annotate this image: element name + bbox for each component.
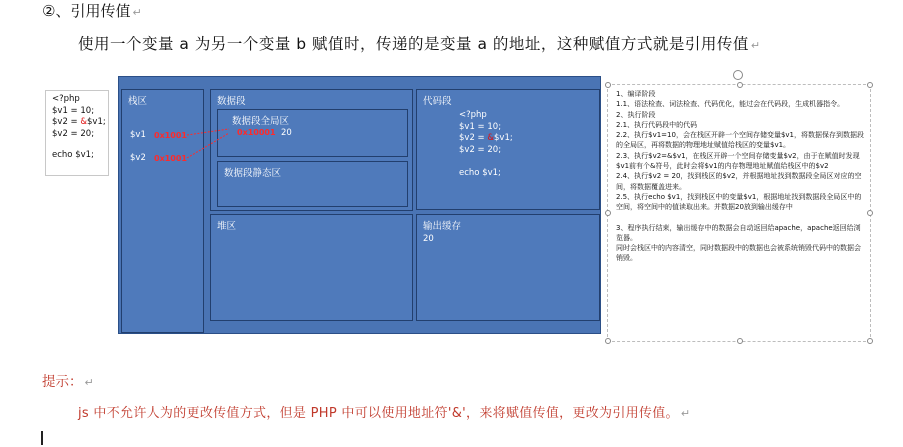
code-line: $v2 = 20; xyxy=(459,144,502,155)
note-line: 2.4、执行$v2 = 20，找到栈区的$v2，并根据地址找到数据段全局区对应的空间，将数据覆盖进来。 xyxy=(616,172,862,191)
data-segment-title: 数据段 xyxy=(217,96,246,107)
text-cursor xyxy=(41,431,43,445)
resize-handle-icon[interactable] xyxy=(867,82,873,88)
code-line: <?php xyxy=(459,110,487,120)
tip-text: js 中不允许人为的更改传值方式，但是 PHP 中可以使用地址符'&'，来将赋值传值，更改为引用传值。 xyxy=(78,406,679,421)
ampersand: & xyxy=(487,133,495,143)
rotate-handle-icon[interactable] xyxy=(733,70,743,80)
code-line: $v1 = 10; xyxy=(52,105,95,116)
global-area-title: 数据段全局区 xyxy=(232,116,290,127)
resize-handle-icon[interactable] xyxy=(737,82,743,88)
resize-handle-icon[interactable] xyxy=(605,338,611,344)
arrow-line xyxy=(187,129,229,135)
arrow-line xyxy=(187,133,229,158)
note-line xyxy=(616,213,864,223)
intro-paragraph xyxy=(78,32,761,54)
resize-handle-icon[interactable] xyxy=(605,82,611,88)
stack-title: 栈区 xyxy=(128,96,148,107)
global-area-address: 0x10001 xyxy=(237,128,276,137)
code-text: $v1; xyxy=(87,117,106,127)
reference-arrows xyxy=(119,77,602,335)
memory-diagram xyxy=(118,76,601,334)
paragraph-mark-icon: ↵ xyxy=(750,39,761,52)
heap-title: 堆区 xyxy=(217,221,237,232)
ampersand: & xyxy=(80,117,88,127)
resize-handle-icon[interactable] xyxy=(605,210,611,216)
code-line: echo $v1; xyxy=(459,167,501,178)
stack-v1-label: $v1 xyxy=(130,130,146,140)
paragraph-mark-icon: ↵ xyxy=(680,407,691,420)
paragraph-mark-icon: ↵ xyxy=(84,376,94,389)
global-area-value: 20 xyxy=(281,128,292,138)
notes-textbox[interactable] xyxy=(607,84,871,342)
tip-paragraph xyxy=(78,402,690,421)
code-line: $v1; xyxy=(494,133,513,143)
note-line: 同时会栈区中的内容清空，同时数据段中的数据也会被系统销毁代码中的数据会销毁。 xyxy=(616,244,861,263)
tip-label: 提示： xyxy=(42,374,83,390)
output-buffer-title: 输出缓存 xyxy=(423,221,462,232)
note-line: 2.2、执行$v1=10，会在栈区开辟一个空间存储变量$v1，将数据保存到数据段的全局区，再将数据的物理地址赋值给栈区的变量$v1。 xyxy=(616,131,865,150)
stack-v1-address: 0x1001 xyxy=(154,131,187,140)
tip-heading xyxy=(42,370,94,390)
note-line: 1.1、语法检查、词法检查、代码优化，能过会在代码段，生成机器指令。 xyxy=(616,100,845,109)
intro-text: 使用一个变量 a 为另一个变量 b 赋值时，传递的是变量 a 的地址，这种赋值方式就是引用传值 xyxy=(78,35,749,53)
code-line: <?php xyxy=(52,94,80,104)
output-buffer-value: 20 xyxy=(423,234,434,244)
code-line: $v1 = 10; xyxy=(459,121,502,132)
heading-text: ②、引用传值 xyxy=(42,2,131,20)
static-area-title: 数据段静态区 xyxy=(224,168,282,179)
note-line: 1、编译阶段 xyxy=(616,90,656,98)
note-line: 2、执行阶段 xyxy=(616,110,656,119)
note-line: 2.5、执行echo $v1，找到栈区中的变量$v1，根据地址找到数据段全局区中的空间，将空间中的值读取出来。并数据20放到输出缓存中 xyxy=(616,192,862,212)
note-line: 2.3、执行$v2=&$v1，在栈区开辟一个空间存储变量$v2，由于在赋值时发现$v1前有个&符号，此时会将$v1的内存物理地址赋值给栈区中的$v2 xyxy=(616,151,860,171)
paragraph-mark-icon: ↵ xyxy=(132,6,142,19)
code-line: $v2 = 20; xyxy=(52,128,95,139)
note-line: 2.1、执行代码段中的代码 xyxy=(616,120,698,129)
code-line: $v2 = xyxy=(459,133,488,143)
resize-handle-icon[interactable] xyxy=(737,338,743,344)
code-text: $v2 = xyxy=(52,117,81,127)
resize-handle-icon[interactable] xyxy=(867,210,873,216)
code-line xyxy=(52,117,108,129)
section-heading xyxy=(42,0,142,21)
note-line: 3、程序执行结束，输出缓存中的数据会自动返回给apache，apache返回给浏览器。 xyxy=(616,223,861,242)
code-segment-title: 代码段 xyxy=(423,96,452,107)
resize-handle-icon[interactable] xyxy=(867,338,873,344)
php-code-box xyxy=(45,90,109,176)
stack-v2-address: 0x1001 xyxy=(154,154,187,163)
stack-v2-label: $v2 xyxy=(130,153,146,163)
code-line: echo $v1; xyxy=(52,150,94,160)
